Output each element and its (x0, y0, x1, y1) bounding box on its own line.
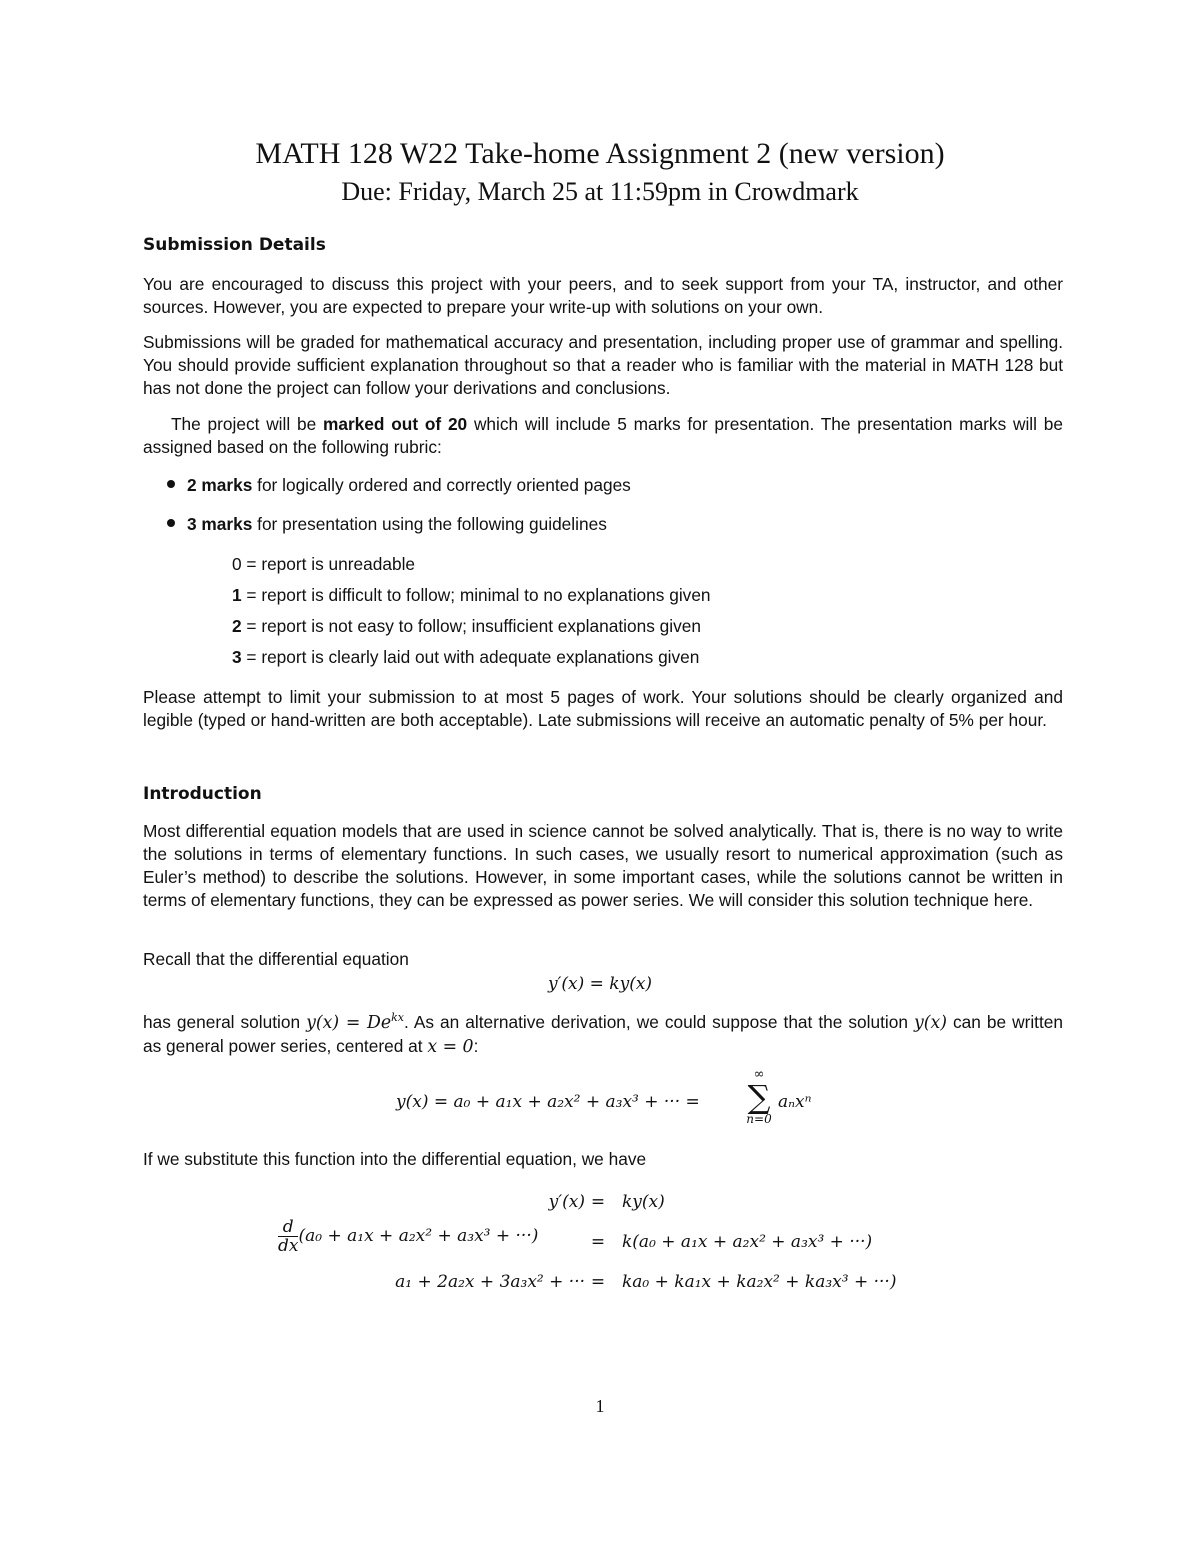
series-term: aₙxⁿ (778, 1092, 812, 1112)
bullet-item: 2 marks for logically ordered and correctly oriented pages (167, 474, 631, 497)
introduction-paragraph-2: has general solution $y(x) = De^{kx}$. As an alternative derivation, we could suppose that the solution y(x) can be written as general power series, centered at x = 0: (143, 1011, 1064, 1057)
aligned-rel-1: = (590, 1192, 606, 1212)
aligned-rhs-2: k(a₀ + a₁x + a₂x² + a₃x³ + ···) (622, 1232, 873, 1252)
submission-paragraph-2: Submissions will be graded for mathematical accuracy and presentation, including proper use of grammar and spelling. You should provide sufficient explanation throughout so that a reader who is familiar with the material in MATH 128 but has not done the project can follow your derivations and conclusions. (143, 332, 1063, 398)
aligned-rel-2: = (590, 1232, 606, 1252)
derivative-fraction: $\frac{d}{dx}$ (278, 1217, 299, 1256)
scale-item: 3 = report is clearly laid out with adequate explanations given (232, 647, 700, 667)
aligned-lhs-2: $\frac{d}{dx}$ (a₀ + a₁x + a₂x² + a₃x³ + ···) (278, 1217, 539, 1256)
bullet-icon (167, 519, 175, 527)
submission-heading: Submission Details (143, 235, 326, 255)
p3-text-b: which will include 5 marks for presentation. The presentation marks will be assigned based on the following rubric: (143, 414, 1063, 457)
recall-text: Recall that the differential equation (143, 949, 409, 969)
introduction-heading: Introduction (143, 784, 262, 804)
scale-item: 2 = report is not easy to follow; insufficient explanations given (232, 616, 701, 636)
equation-ode: y′(x) = ky(x) (547, 974, 653, 994)
p3-text-a: The project will be (171, 414, 323, 434)
introduction-paragraph-1: Most differential equation models that are used in science cannot be solved analytically. That is, there is no way to write the solutions in terms of elementary functions. In such cases, we usually resort to numerical approximation (such as Euler’s method) to describe the solutions. However, in some important cases, while the solutions cannot be written in terms of elementary functions, they can be expressed as power series. We will consider this solution technique here. (143, 821, 1063, 910)
aligned-rhs-3: ka₀ + ka₁x + ka₂x² + ka₃x³ + ···) (622, 1272, 897, 1292)
aligned-rhs-1: ky(x) (622, 1192, 665, 1212)
submission-paragraph-4: Please attempt to limit your submission to at most 5 pages of work. Your solutions should be clearly organized and legible (typed or hand-written are both acceptable). Late submissions will receive an automatic penalty of 5% per hour. (143, 687, 1063, 730)
substitute-text: If we substitute this function into the differential equation, we have (143, 1149, 647, 1169)
page-title: MATH 128 W22 Take-home Assignment 2 (new version) (255, 137, 945, 170)
inline-math: y(x) (913, 1012, 947, 1033)
submission-paragraph-1: You are encouraged to discuss this project with your peers, and to seek support from your TA, instructor, and other sources. However, you are expected to prepare your write-up with solutions on your own. (143, 274, 1063, 317)
aligned-lhs-3: a₁ + 2a₂x + 3a₃x² + ··· (395, 1272, 585, 1292)
p3-bold: marked out of 20 (322, 414, 468, 434)
scale-item: 1 = report is difficult to follow; minimal to no explanations given (232, 585, 711, 605)
due-date: Due: Friday, March 25 at 11:59pm in Crowdmark (341, 177, 859, 206)
series-equation-lhs: y(x) = a₀ + a₁x + a₂x² + a₃x³ + ··· = (396, 1092, 700, 1112)
page-number: 1 (595, 1396, 605, 1416)
aligned-rel-3: = (590, 1272, 606, 1292)
scale-item: 0 = report is unreadable (232, 554, 416, 574)
submission-paragraph-3 (143, 413, 1063, 459)
bullet-icon (167, 480, 175, 488)
summation-symbol: ∞ ∑ n=0 (746, 1067, 772, 1126)
aligned-lhs-1: y′(x) (548, 1192, 585, 1212)
inline-math: x = 0 (427, 1036, 474, 1057)
inline-math: $y(x) = De^{kx}$ (306, 1011, 404, 1033)
bullet-item: 3 marks for presentation using the following guidelines (167, 513, 607, 536)
